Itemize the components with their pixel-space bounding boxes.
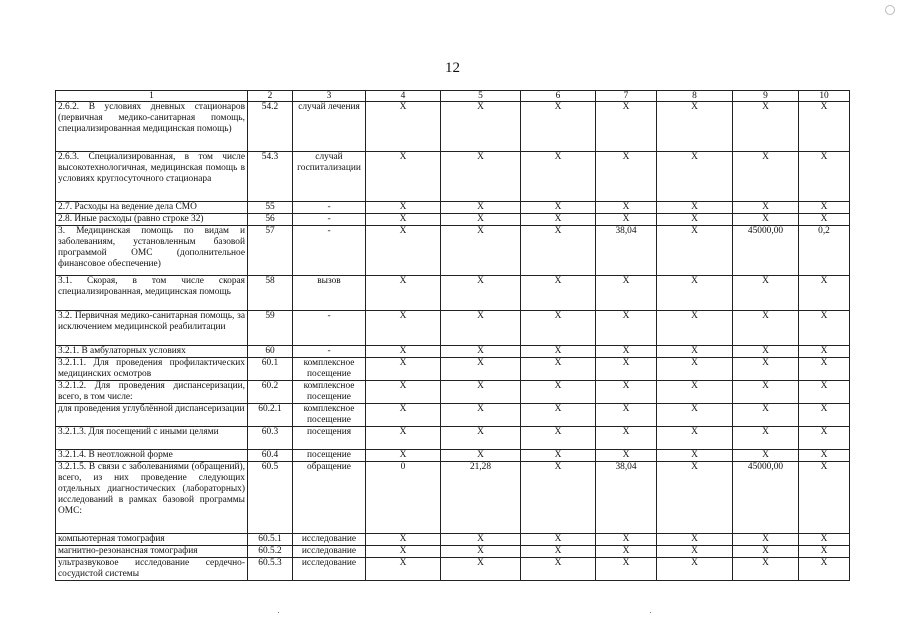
value-cell: X: [366, 546, 441, 558]
row-name-cell: 3.2.1.5. В связи с заболеваниями (обращений), всего, из них проведение следующих отдельных диагностических (лабораторных) исследований в рамках базовой программы ОМС:: [56, 462, 248, 534]
table-row: [56, 202, 850, 214]
value-cell: X: [657, 404, 733, 427]
value-cell: 38,04: [596, 226, 657, 276]
value-cell: X: [733, 214, 799, 226]
value-cell: X: [799, 404, 850, 427]
value-cell: X: [657, 558, 733, 581]
row-name-cell: 3.2.1.1. Для проведения профилактических медицинских осмотров: [56, 358, 248, 381]
header-row: [56, 91, 850, 102]
value-cell: X: [521, 462, 596, 534]
scan-mark: [885, 5, 895, 15]
value-cell: X: [441, 558, 521, 581]
row-unit-cell: посещение: [293, 450, 366, 462]
header-cell: 10: [799, 91, 850, 102]
value-cell: X: [799, 276, 850, 311]
value-cell: X: [657, 214, 733, 226]
row-code-cell: 58: [248, 276, 293, 311]
value-cell: X: [657, 311, 733, 346]
value-cell: X: [366, 226, 441, 276]
value-cell: X: [733, 152, 799, 202]
value-cell: X: [733, 346, 799, 358]
value-cell: X: [521, 226, 596, 276]
value-cell: X: [366, 427, 441, 450]
row-unit-cell: случай госпитализации: [293, 152, 366, 202]
value-cell: X: [657, 202, 733, 214]
value-cell: 0,2: [799, 226, 850, 276]
header-cell: 7: [596, 91, 657, 102]
value-cell: X: [799, 558, 850, 581]
row-unit-cell: комплексное посещение: [293, 381, 366, 404]
value-cell: X: [521, 311, 596, 346]
value-cell: X: [657, 534, 733, 546]
table-row: [56, 102, 850, 152]
value-cell: X: [799, 346, 850, 358]
header-cell: 2: [248, 91, 293, 102]
value-cell: X: [733, 102, 799, 152]
value-cell: 21,28: [441, 462, 521, 534]
value-cell: X: [366, 450, 441, 462]
value-cell: 45000,00: [733, 462, 799, 534]
table-row: [56, 427, 850, 450]
value-cell: X: [733, 558, 799, 581]
value-cell: X: [733, 311, 799, 346]
value-cell: X: [799, 214, 850, 226]
value-cell: X: [799, 450, 850, 462]
value-cell: X: [657, 462, 733, 534]
value-cell: X: [733, 358, 799, 381]
value-cell: X: [441, 404, 521, 427]
value-cell: X: [799, 462, 850, 534]
value-cell: X: [799, 546, 850, 558]
value-cell: X: [596, 276, 657, 311]
data-table: [55, 90, 850, 581]
value-cell: X: [657, 546, 733, 558]
row-code-cell: 60.2.1: [248, 404, 293, 427]
value-cell: X: [521, 214, 596, 226]
row-code-cell: 60.5: [248, 462, 293, 534]
row-code-cell: 60: [248, 346, 293, 358]
row-name-cell: компьютерная томография: [56, 534, 248, 546]
value-cell: X: [521, 346, 596, 358]
value-cell: X: [521, 358, 596, 381]
value-cell: X: [366, 202, 441, 214]
value-cell: X: [657, 346, 733, 358]
row-name-cell: ультразвуковое исследование сердечно-сосудистой системы: [56, 558, 248, 581]
row-name-cell: 2.6.2. В условиях дневных стационаров (первичная медико-санитарная помощь, специализированная медицинская помощь): [56, 102, 248, 152]
value-cell: 45000,00: [733, 226, 799, 276]
table-row: [56, 276, 850, 311]
row-code-cell: 60.5.2: [248, 546, 293, 558]
row-name-cell: 2.7. Расходы на ведение дела СМО: [56, 202, 248, 214]
value-cell: 38,04: [596, 462, 657, 534]
table-row: [56, 462, 850, 534]
row-unit-cell: исследование: [293, 558, 366, 581]
table-row: [56, 404, 850, 427]
table-row: [56, 546, 850, 558]
value-cell: X: [521, 381, 596, 404]
row-unit-cell: комплексное посещение: [293, 358, 366, 381]
value-cell: X: [441, 546, 521, 558]
value-cell: X: [441, 358, 521, 381]
value-cell: X: [441, 450, 521, 462]
row-unit-cell: -: [293, 202, 366, 214]
row-name-cell: 3.2.1.4. В неотложной форме: [56, 450, 248, 462]
value-cell: X: [799, 102, 850, 152]
table-row: [56, 346, 850, 358]
table-row: [56, 450, 850, 462]
value-cell: X: [521, 427, 596, 450]
row-code-cell: 60.5.3: [248, 558, 293, 581]
value-cell: X: [657, 226, 733, 276]
value-cell: X: [733, 450, 799, 462]
value-cell: X: [799, 311, 850, 346]
header-cell: 1: [56, 91, 248, 102]
value-cell: X: [521, 152, 596, 202]
value-cell: X: [733, 276, 799, 311]
value-cell: X: [596, 311, 657, 346]
value-cell: X: [596, 558, 657, 581]
value-cell: X: [657, 102, 733, 152]
value-cell: X: [596, 358, 657, 381]
value-cell: X: [441, 534, 521, 546]
value-cell: X: [799, 381, 850, 404]
row-unit-cell: вызов: [293, 276, 366, 311]
row-unit-cell: -: [293, 311, 366, 346]
row-code-cell: 54.3: [248, 152, 293, 202]
value-cell: X: [521, 202, 596, 214]
value-cell: X: [657, 427, 733, 450]
value-cell: X: [441, 311, 521, 346]
value-cell: X: [733, 546, 799, 558]
scan-speck: [650, 612, 651, 613]
row-unit-cell: посещения: [293, 427, 366, 450]
value-cell: X: [596, 546, 657, 558]
table-row: [56, 214, 850, 226]
row-unit-cell: комплексное посещение: [293, 404, 366, 427]
row-code-cell: 55: [248, 202, 293, 214]
table-row: [56, 558, 850, 581]
value-cell: X: [521, 404, 596, 427]
header-cell: 6: [521, 91, 596, 102]
value-cell: X: [441, 346, 521, 358]
value-cell: X: [733, 427, 799, 450]
value-cell: X: [596, 404, 657, 427]
value-cell: X: [799, 358, 850, 381]
value-cell: X: [657, 276, 733, 311]
value-cell: X: [799, 534, 850, 546]
header-cell: 4: [366, 91, 441, 102]
value-cell: X: [596, 346, 657, 358]
value-cell: X: [521, 558, 596, 581]
row-code-cell: 57: [248, 226, 293, 276]
row-name-cell: 3.2.1. В амбулаторных условиях: [56, 346, 248, 358]
value-cell: X: [657, 381, 733, 404]
header-cell: 5: [441, 91, 521, 102]
table-body: [56, 91, 850, 581]
value-cell: X: [657, 450, 733, 462]
value-cell: X: [596, 534, 657, 546]
value-cell: X: [596, 427, 657, 450]
value-cell: X: [657, 358, 733, 381]
row-code-cell: 56: [248, 214, 293, 226]
row-name-cell: 2.8. Иные расходы (равно строке 32): [56, 214, 248, 226]
row-name-cell: 3.2.1.3. Для посещений с иными целями: [56, 427, 248, 450]
scan-speck: [278, 612, 279, 613]
value-cell: X: [521, 534, 596, 546]
header-cell: 9: [733, 91, 799, 102]
row-code-cell: 54.2: [248, 102, 293, 152]
value-cell: X: [596, 214, 657, 226]
row-name-cell: 3.1. Скорая, в том числе скорая специализированная, медицинская помощь: [56, 276, 248, 311]
header-cell: 8: [657, 91, 733, 102]
row-code-cell: 60.3: [248, 427, 293, 450]
value-cell: X: [441, 202, 521, 214]
value-cell: X: [366, 534, 441, 546]
value-cell: X: [366, 358, 441, 381]
row-unit-cell: -: [293, 226, 366, 276]
row-name-cell: 2.6.3. Специализированная, в том числе высокотехнологичная, медицинская помощь в условиях круглосуточного стационара: [56, 152, 248, 202]
value-cell: X: [441, 226, 521, 276]
row-code-cell: 60.4: [248, 450, 293, 462]
row-unit-cell: исследование: [293, 534, 366, 546]
value-cell: X: [521, 546, 596, 558]
value-cell: X: [366, 404, 441, 427]
value-cell: X: [441, 102, 521, 152]
value-cell: X: [733, 534, 799, 546]
row-code-cell: 60.2: [248, 381, 293, 404]
value-cell: X: [733, 381, 799, 404]
header-cell: 3: [293, 91, 366, 102]
value-cell: X: [441, 276, 521, 311]
value-cell: X: [366, 214, 441, 226]
table-row: [56, 152, 850, 202]
row-name-cell: 3.2. Первичная медико-санитарная помощь, за исключением медицинской реабилитации: [56, 311, 248, 346]
row-code-cell: 60.5.1: [248, 534, 293, 546]
value-cell: X: [596, 450, 657, 462]
value-cell: X: [366, 276, 441, 311]
row-code-cell: 59: [248, 311, 293, 346]
row-unit-cell: -: [293, 214, 366, 226]
value-cell: X: [657, 152, 733, 202]
value-cell: X: [596, 102, 657, 152]
table-row: [56, 358, 850, 381]
value-cell: X: [733, 404, 799, 427]
value-cell: X: [441, 152, 521, 202]
value-cell: X: [733, 202, 799, 214]
table-row: [56, 311, 850, 346]
value-cell: X: [521, 102, 596, 152]
table-row: [56, 381, 850, 404]
value-cell: X: [366, 558, 441, 581]
row-unit-cell: исследование: [293, 546, 366, 558]
row-unit-cell: случай лечения: [293, 102, 366, 152]
row-name-cell: 3. Медицинская помощь по видам и заболеваниям, установленным базовой программой ОМС (дополнительное финансовое обеспечение): [56, 226, 248, 276]
row-unit-cell: -: [293, 346, 366, 358]
value-cell: X: [366, 102, 441, 152]
value-cell: X: [441, 214, 521, 226]
value-cell: X: [366, 311, 441, 346]
row-code-cell: 60.1: [248, 358, 293, 381]
value-cell: X: [596, 381, 657, 404]
value-cell: 0: [366, 462, 441, 534]
table-row: [56, 226, 850, 276]
value-cell: X: [441, 381, 521, 404]
value-cell: X: [596, 152, 657, 202]
row-name-cell: 3.2.1.2. Для проведения диспансеризации, всего, в том числе:: [56, 381, 248, 404]
value-cell: X: [799, 202, 850, 214]
row-name-cell: магнитно-резонансная томография: [56, 546, 248, 558]
page-number: 12: [445, 60, 460, 76]
value-cell: X: [366, 346, 441, 358]
value-cell: X: [596, 202, 657, 214]
value-cell: X: [521, 450, 596, 462]
table-row: [56, 534, 850, 546]
value-cell: X: [366, 152, 441, 202]
value-cell: X: [366, 381, 441, 404]
value-cell: X: [799, 427, 850, 450]
row-name-cell: для проведения углублённой диспансеризации: [56, 404, 248, 427]
row-unit-cell: обращение: [293, 462, 366, 534]
value-cell: X: [441, 427, 521, 450]
value-cell: X: [521, 276, 596, 311]
value-cell: X: [799, 152, 850, 202]
